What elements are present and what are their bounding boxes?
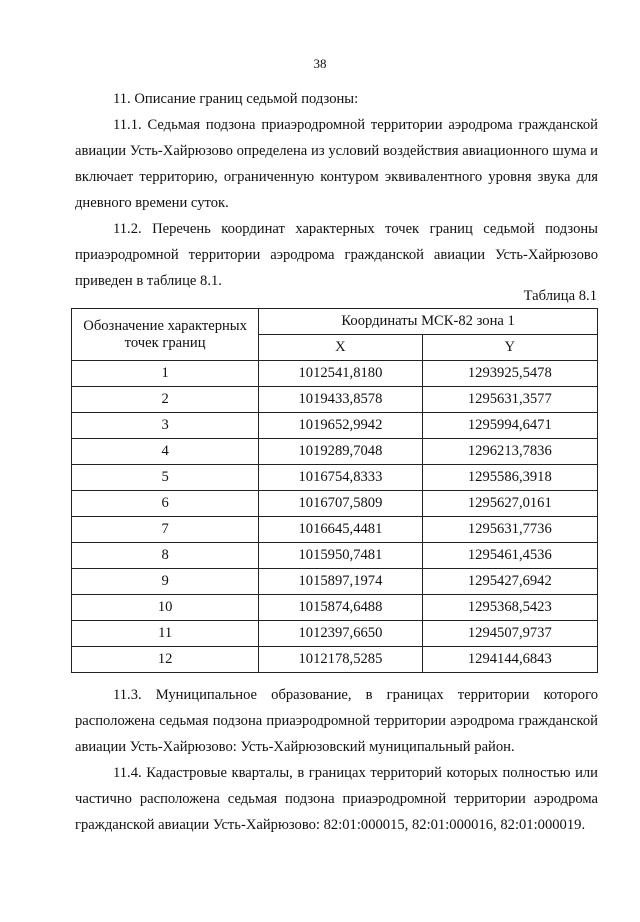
coordinates-table — [71, 308, 598, 673]
cell-y: 1294144,6843 — [422, 647, 597, 673]
table-row — [72, 647, 598, 673]
cell-y: 1295427,6942 — [422, 569, 597, 595]
cell-x: 1015950,7481 — [259, 543, 422, 569]
cell-x: 1019289,7048 — [259, 439, 422, 465]
cell-y: 1295461,4536 — [422, 543, 597, 569]
cell-x: 1016645,4481 — [259, 517, 422, 543]
cell-point: 12 — [72, 647, 259, 673]
cell-point: 9 — [72, 569, 259, 595]
cell-x: 1019652,9942 — [259, 413, 422, 439]
cell-point: 6 — [72, 491, 259, 517]
cell-point: 8 — [72, 543, 259, 569]
table-row — [72, 595, 598, 621]
table-row — [72, 465, 598, 491]
cell-x: 1016754,8333 — [259, 465, 422, 491]
cell-point: 10 — [72, 595, 259, 621]
cell-y: 1293925,5478 — [422, 361, 597, 387]
cell-x: 1016707,5809 — [259, 491, 422, 517]
paragraph-11-4: 11.4. Кадастровые кварталы, в границах территорий которых полностью или частично расположена седьмая подзона приаэродромной территории аэродрома гражданской авиации Усть-Хайрюзово: 82:01:000015, 82:01:000016, 82:01:000019. — [75, 765, 598, 833]
cell-y: 1294507,9737 — [422, 621, 597, 647]
cell-x: 1012178,5285 — [259, 647, 422, 673]
page-number: 38 — [313, 56, 327, 71]
cell-point: 4 — [72, 439, 259, 465]
paragraph-11-3: 11.3. Муниципальное образование, в границах территории которого расположена седьмая подзона приаэродромной территории аэродрома гражданской авиации Усть-Хайрюзово: Усть-Хайрюзовский муниципальный район. — [75, 687, 598, 755]
cell-y: 1295627,0161 — [422, 491, 597, 517]
section-title: 11. Описание границ седьмой подзоны: — [113, 91, 359, 107]
table-caption: Таблица 8.1 — [523, 288, 597, 304]
cell-x: 1012541,8180 — [259, 361, 422, 387]
header-point: Обозначение характерных точек границ — [72, 309, 259, 361]
header-coords: Координаты МСК-82 зона 1 — [259, 309, 598, 335]
cell-y: 1295631,7736 — [422, 517, 597, 543]
cell-y: 1295368,5423 — [422, 595, 597, 621]
cell-x: 1015874,6488 — [259, 595, 422, 621]
table-row — [72, 569, 598, 595]
table-row — [72, 517, 598, 543]
header-x: X — [259, 335, 422, 361]
table-row — [72, 413, 598, 439]
cell-point: 7 — [72, 517, 259, 543]
table-row — [72, 543, 598, 569]
cell-point: 11 — [72, 621, 259, 647]
table-row — [72, 491, 598, 517]
cell-y: 1296213,7836 — [422, 439, 597, 465]
cell-y: 1295994,6471 — [422, 413, 597, 439]
cell-point: 5 — [72, 465, 259, 491]
cell-point: 2 — [72, 387, 259, 413]
cell-x: 1015897,1974 — [259, 569, 422, 595]
cell-point: 3 — [72, 413, 259, 439]
table-row — [72, 361, 598, 387]
table-row — [72, 621, 598, 647]
paragraph-11-1: 11.1. Седьмая подзона приаэродромной территории аэродрома гражданской авиации Усть-Хайрюзово определена из условий воздействия авиационного шума и включает территорию, ограниченную контуром эквивалентного уровня звука для дневного времени суток. — [75, 117, 598, 211]
cell-x: 1012397,6650 — [259, 621, 422, 647]
table-row — [72, 387, 598, 413]
table-body — [72, 361, 598, 673]
table-row — [72, 439, 598, 465]
cell-y: 1295586,3918 — [422, 465, 597, 491]
cell-x: 1019433,8578 — [259, 387, 422, 413]
cell-point: 1 — [72, 361, 259, 387]
header-y: Y — [422, 335, 597, 361]
paragraph-11-2: 11.2. Перечень координат характерных точек границ седьмой подзоны приаэродромной территории аэродрома гражданской авиации Усть-Хайрюзово приведен в таблице 8.1. — [75, 221, 598, 289]
cell-y: 1295631,3577 — [422, 387, 597, 413]
